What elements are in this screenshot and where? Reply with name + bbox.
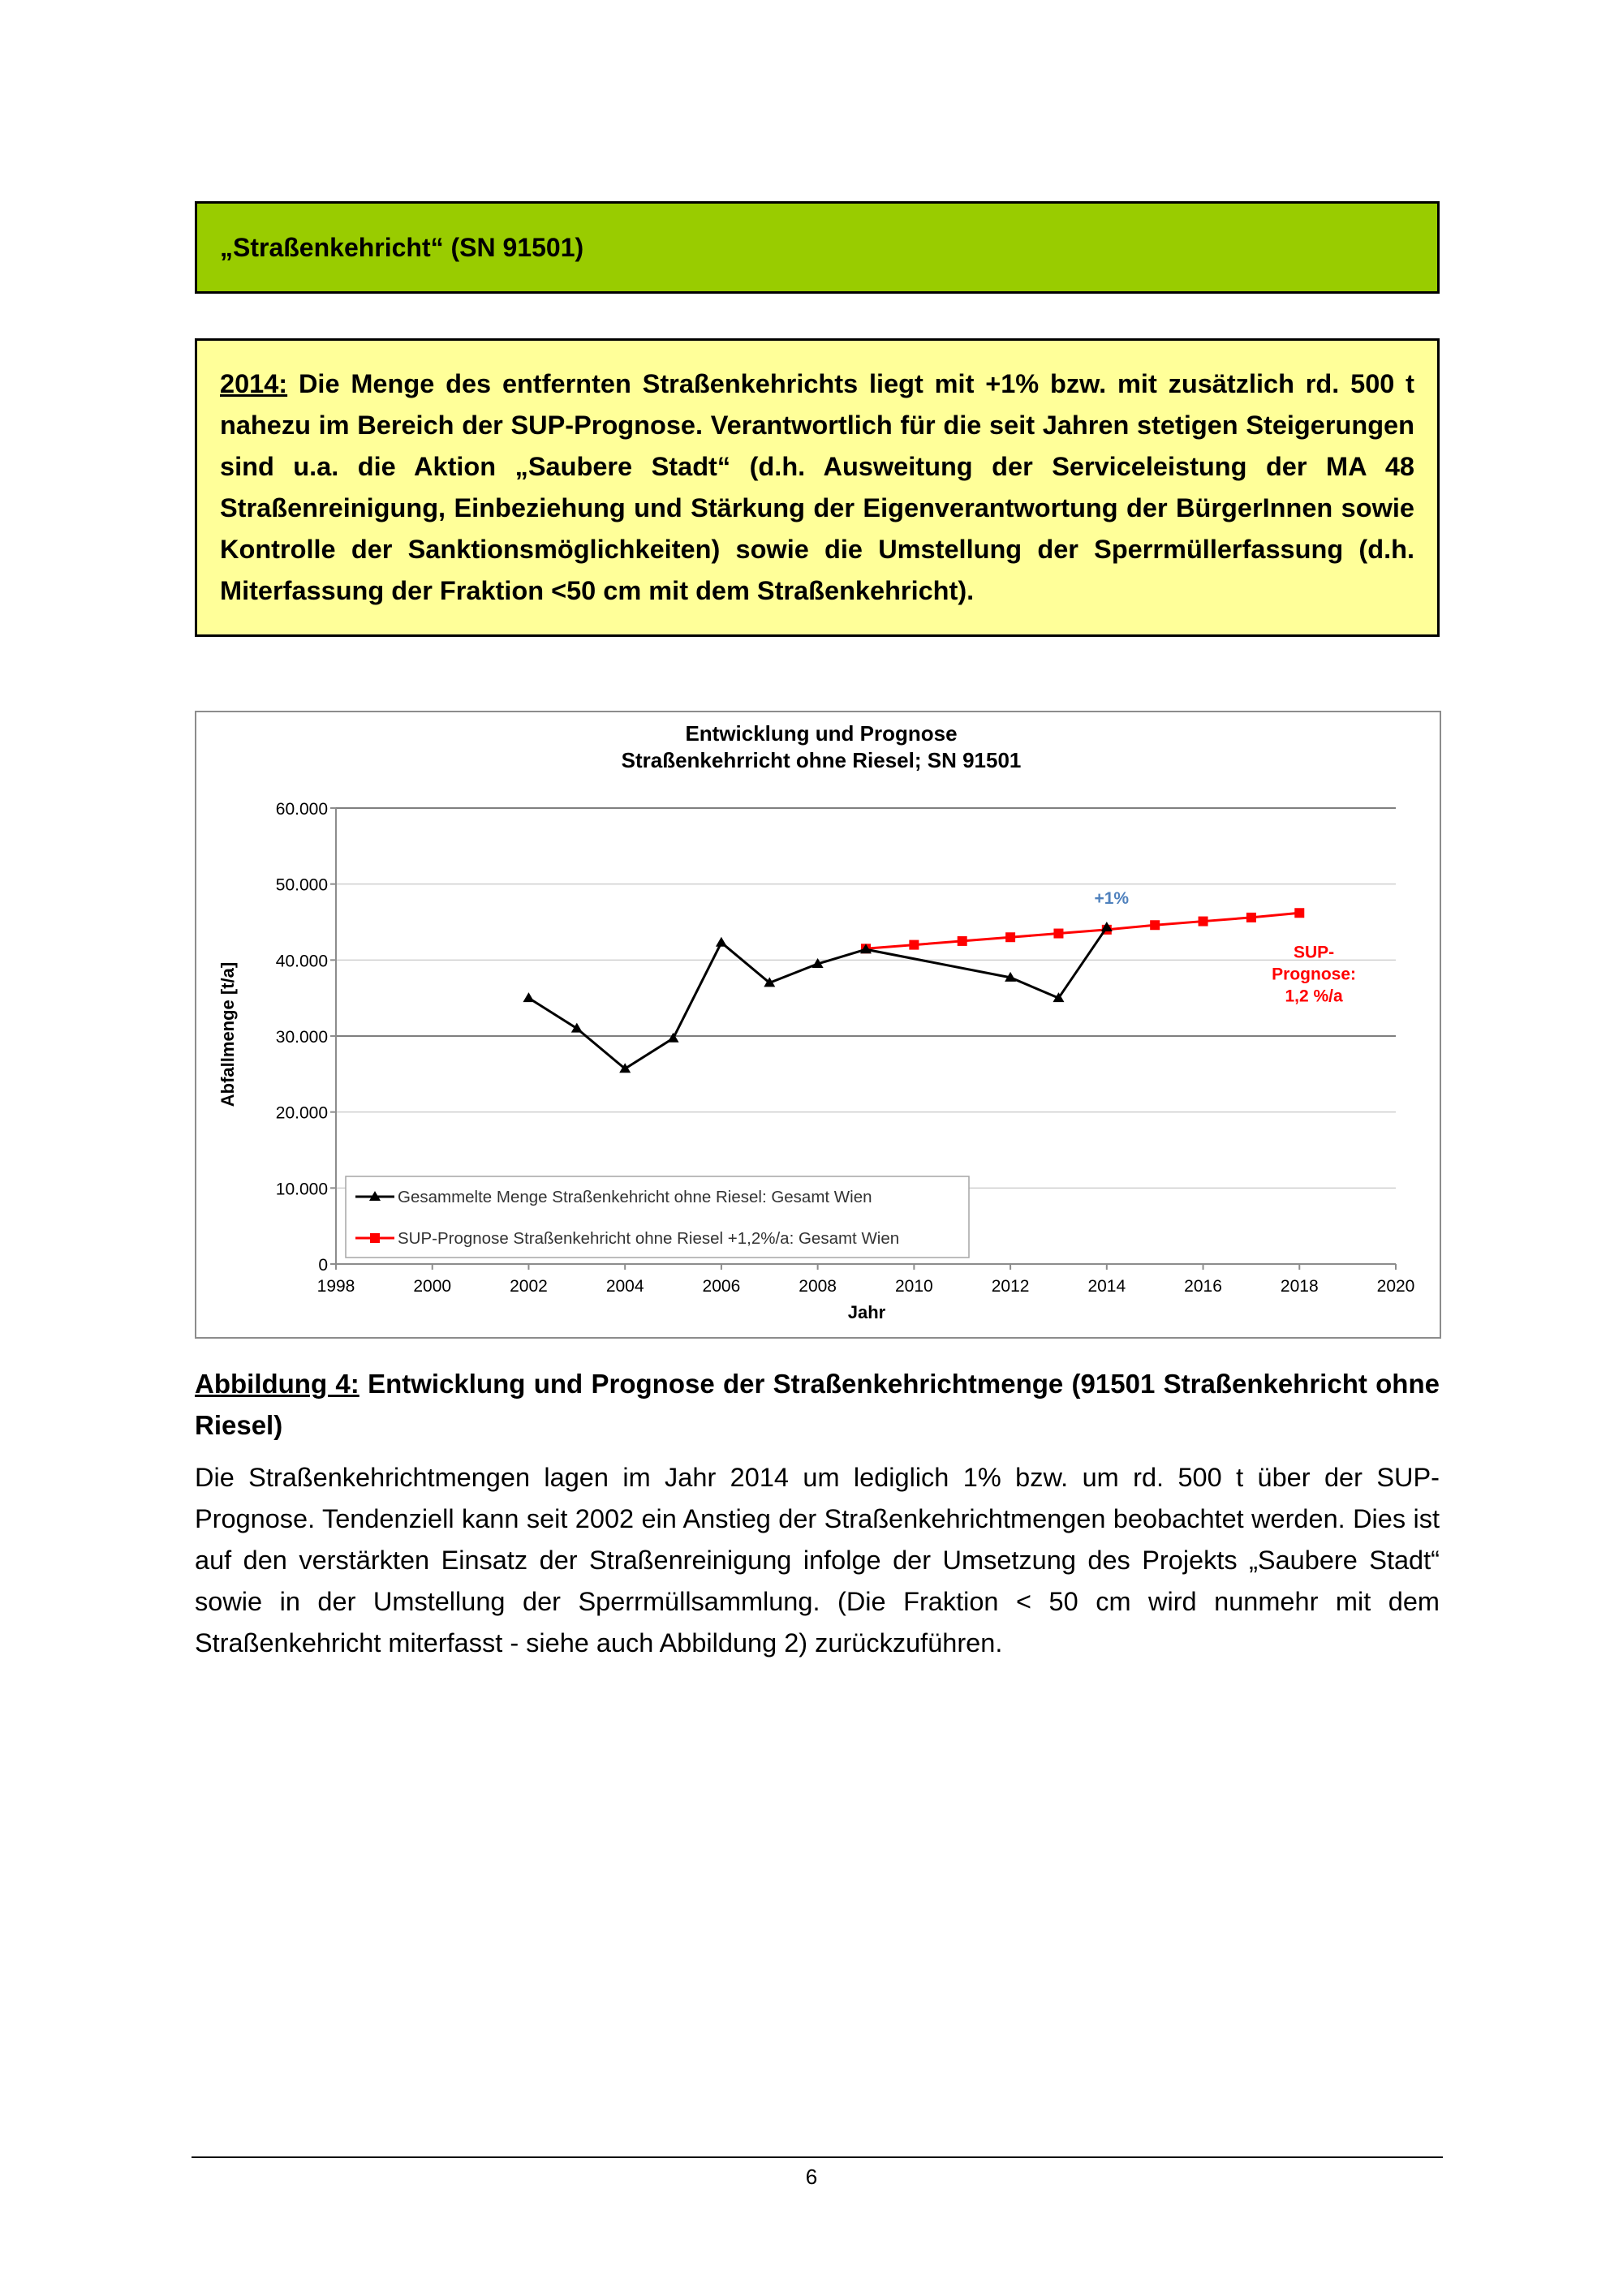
section-heading-text: „Straßenkehricht“ (SN 91501) <box>220 232 584 262</box>
data-point <box>571 1023 583 1033</box>
series-line <box>528 927 1106 1068</box>
x-tick-label: 2018 <box>1280 1277 1319 1296</box>
annotation-sup-prognose: SUP- <box>1293 943 1335 962</box>
data-point <box>1246 913 1256 922</box>
x-tick-label: 2008 <box>799 1277 837 1296</box>
chart-figure <box>195 711 1441 1339</box>
x-tick-labels <box>317 1277 1415 1296</box>
summary-year-label: 2014: <box>220 369 288 398</box>
page-number: 6 <box>805 2165 818 2189</box>
footer-divider <box>192 2156 1443 2158</box>
summary-text: Die Menge des entfernten Straßenkehrichts liegt mit +1% bzw. mit zusätzlich rd. 500 t nahezu im Bereich der SUP-Prognose. Verantwortlich für die seit Jahren stetigen Steigerungen sind u.a. die Aktion „Saubere Stadt“ (d.h. Ausweitung der Serviceleistung der MA 48 Straßenreinigung, Einbeziehung und Stärkung der Eigenverantwortung der BürgerInnen sowie Kontrolle der Sanktionsmöglichkeiten) sowie die Umstellung der Sperrmüllerfassung (d.h. Miterfassung der Fraktion <50 cm mit dem Straßenkehricht). <box>220 369 1414 605</box>
data-point <box>716 937 727 947</box>
figure-caption <box>195 1363 1440 1446</box>
y-tick-label: 50.000 <box>275 875 328 895</box>
body-paragraph-text: Die Straßenkehrichtmengen lagen im Jahr 2014 um lediglich 1% bzw. um rd. 500 t über der SUP-Prognose. Tendenziell kann seit 2002 ein Anstieg der Straßenkehrichtmengen beobachtet werden. Dies ist auf den verstärkten Einsatz der Straßenreinigung infolge der Umsetzung des Projekts „Saubere Stadt“ sowie in der Umstellung der Sperrmüllsammlung. (Die Fraktion < 50 cm wird nunmehr mit dem Straßenkehricht miterfasst - siehe auch Abbildung 2) zurückzuführen. <box>195 1463 1440 1658</box>
y-tick-label: 0 <box>318 1256 328 1275</box>
data-point <box>909 940 919 950</box>
x-tick-label: 2010 <box>895 1277 933 1296</box>
data-point <box>523 992 534 1002</box>
data-point <box>1294 908 1304 918</box>
data-point <box>958 936 967 946</box>
annotation-sup-prognose: 1,2 %/a <box>1285 987 1343 1006</box>
data-point <box>1199 917 1208 927</box>
x-tick-label: 2014 <box>1087 1277 1126 1296</box>
legend-entry: Gesammelte Menge Straßenkehricht ohne Riesel: Gesamt Wien <box>398 1188 872 1206</box>
body-paragraph <box>195 1457 1440 1664</box>
x-tick-label: 2004 <box>605 1277 644 1296</box>
x-tick-label: 2002 <box>510 1277 548 1296</box>
legend-marker <box>370 1233 380 1243</box>
y-tick-label: 40.000 <box>275 952 328 971</box>
y-tick-label: 20.000 <box>275 1103 328 1123</box>
section-heading <box>195 201 1440 294</box>
summary-box <box>195 338 1440 637</box>
x-tick-label: 1998 <box>316 1277 355 1296</box>
y-tick-label: 30.000 <box>275 1028 328 1047</box>
series-line <box>866 913 1299 948</box>
data-point <box>668 1033 679 1043</box>
line-chart <box>196 712 1443 1340</box>
y-tick-labels <box>276 800 328 1275</box>
data-point <box>1005 932 1015 942</box>
chart-gridlines <box>336 808 1396 1188</box>
annotation-sup-prognose: Prognose: <box>1272 965 1357 984</box>
x-tick-label: 2020 <box>1376 1277 1415 1296</box>
series-collected <box>523 922 1112 1073</box>
x-tick-label: 2000 <box>413 1277 452 1296</box>
legend-entry: SUP-Prognose Straßenkehricht ohne Riesel +1,2%/a: Gesamt Wien <box>398 1229 900 1248</box>
annotation-plus-one: +1% <box>1094 889 1130 909</box>
data-point <box>1150 920 1160 930</box>
x-tick-label: 2006 <box>702 1277 741 1296</box>
series-forecast <box>861 908 1304 953</box>
y-tick-label: 10.000 <box>275 1180 328 1199</box>
chart-subtitle: Straßenkehrricht ohne Riesel; SN 91501 <box>621 748 1022 772</box>
chart-annotations <box>1094 889 1356 1006</box>
chart-title: Entwicklung und Prognose <box>685 721 958 746</box>
x-tick-label: 2016 <box>1184 1277 1222 1296</box>
chart-legend <box>346 1176 969 1258</box>
y-axis-label: Abfallmenge [t/a] <box>217 961 238 1107</box>
data-point <box>1053 929 1063 939</box>
caption-label: Abbildung 4: <box>195 1369 359 1399</box>
x-axis-label: Jahr <box>847 1302 886 1322</box>
chart-series <box>523 908 1304 1073</box>
caption-text: Entwicklung und Prognose der Straßenkehrichtmenge (91501 Straßenkehricht ohne Riesel) <box>195 1369 1440 1440</box>
x-tick-label: 2012 <box>991 1277 1030 1296</box>
y-tick-label: 60.000 <box>275 800 328 819</box>
